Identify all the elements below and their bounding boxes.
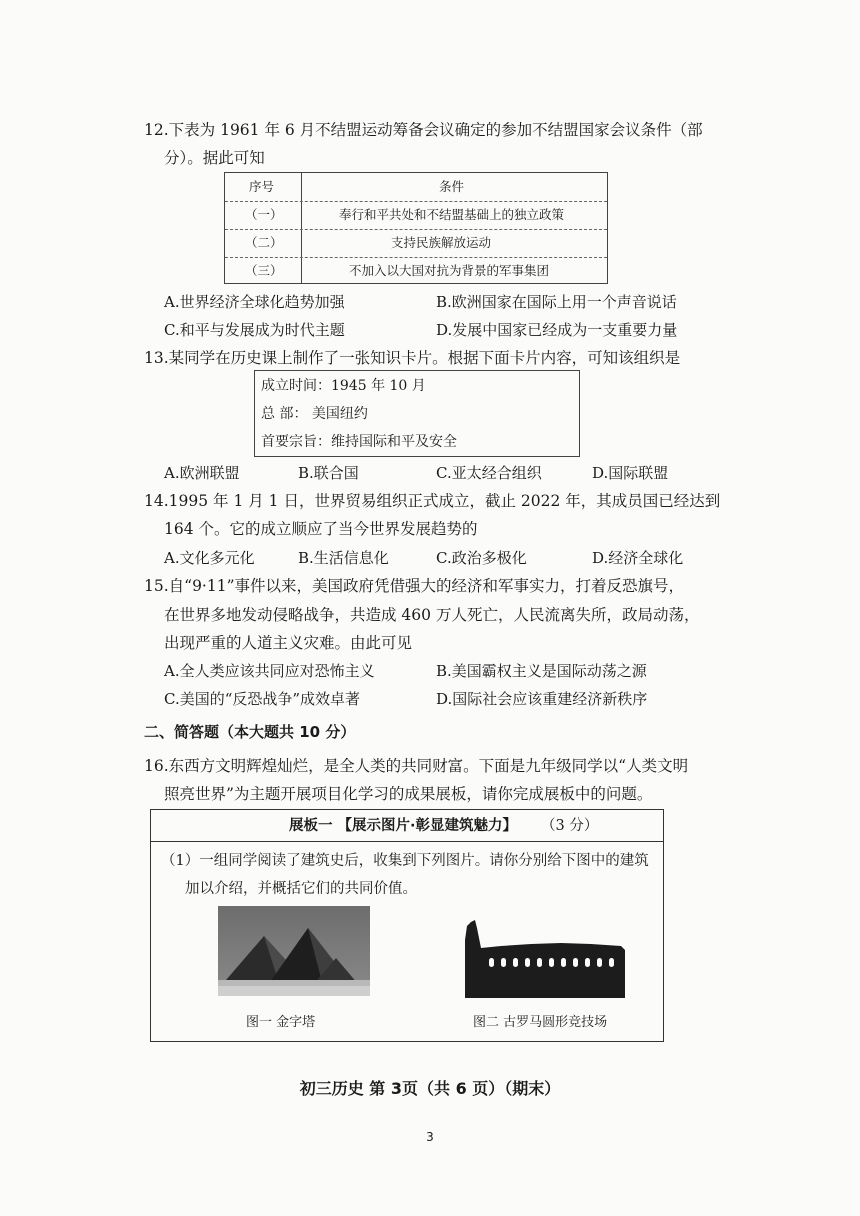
q15-option-a: A.全人类应该共同应对恐怖主义 [164,662,375,680]
card-line-purpose: 首要宗旨：维持国际和平及安全 [261,434,457,450]
display-board-one [150,809,664,1042]
colosseum-photo [461,918,629,998]
table-cell: （三） [245,263,283,278]
card-line-founded: 成立时间：1945 年 10 月 [261,378,426,394]
q14-stem-line2: 164 个。它的成立顺应了当今世界发展趋势的 [164,520,478,538]
board-question-1-line2: 加以介绍，并概括它们的共同价值。 [185,881,417,897]
q12-stem-line2: 分）。据此可知 [164,149,265,167]
card-line-headquarters: 总 部： 美国纽约 [261,406,368,422]
q12-option-d: D.发展中国家已经成为一支重要力量 [436,321,678,339]
q13-stem-line1: 13.某同学在历史课上制作了一张知识卡片。根据下面卡片内容，可知该组织是 [144,349,681,367]
q13-knowledge-card [254,370,580,457]
board-score: （3 分） [541,818,599,834]
table-header-index: 序号 [249,179,275,194]
q13-option-c: C.亚太经合组织 [436,464,542,482]
q13-option-d: D.国际联盟 [592,464,669,482]
table-cell: 支持民族解放运动 [391,235,492,250]
figure-2-caption: 图二 古罗马圆形竞技场 [473,1015,608,1030]
q12-option-b: B.欧洲国家在国际上用一个声音说话 [436,293,677,311]
board-title: 展板一 【展示图片·彰显建筑魅力】 [289,818,518,834]
q14-option-a: A.文化多元化 [164,549,255,567]
q16-stem-line1: 16.东西方文明辉煌灿烂，是全人类的共同财富。下面是九年级同学以“人类文明 [144,757,689,775]
q14-option-b: B.生活信息化 [298,549,389,567]
figure-1-caption: 图一 金字塔 [246,1015,316,1030]
q15-option-d: D.国际社会应该重建经济新秩序 [436,690,648,708]
q15-option-b: B.美国霸权主义是国际动荡之源 [436,662,647,680]
q14-option-c: C.政治多极化 [436,549,527,567]
table-cell: （一） [245,207,283,222]
q15-stem-line1: 15.自“9·11”事件以来，美国政府凭借强大的经济和军事实力，打着反恐旗号， [144,577,685,595]
table-cell: （二） [245,235,283,250]
q13-option-b: B.联合国 [298,464,359,482]
q12-option-a: A.世界经济全球化趋势加强 [164,293,345,311]
table-cell: 不加入以大国对抗为背景的军事集团 [349,263,550,278]
q12-stem-line1: 12.下表为 1961 年 6 月不结盟运动筹备会议确定的参加不结盟国家会议条件（部 [144,121,703,139]
q15-option-c: C.美国的“反恐战争”成效卓著 [164,690,361,708]
section-2-title: 二、简答题（本大题共 10 分） [144,723,356,741]
q12-table [224,172,608,284]
page-footer: 初三历史 第 3页（共 6 页）（期末） [299,1079,561,1098]
page-number: 3 [426,1130,434,1144]
table-header-condition: 条件 [439,179,465,194]
q14-option-d: D.经济全球化 [592,549,684,567]
q15-stem-line2: 在世界多地发动侵略战争，共造成 460 万人死亡，人民流离失所，政局动荡， [164,606,700,624]
table-cell: 奉行和平共处和不结盟基础上的独立政策 [339,207,565,222]
board-question-1-line1: （1）一组同学阅读了建筑史后，收集到下列图片。请你分别给下图中的建筑 [161,853,649,869]
q16-stem-line2: 照亮世界”为主题开展项目化学习的成果展板，请你完成展板中的问题。 [164,785,653,803]
q13-option-a: A.欧洲联盟 [164,464,240,482]
pyramids-photo [218,906,370,996]
q12-option-c: C.和平与发展成为时代主题 [164,321,345,339]
q15-stem-line3: 出现严重的人道主义灾难。由此可见 [164,634,413,652]
q14-stem-line1: 14.1995 年 1 月 1 日，世界贸易组织正式成立，截止 2022 年，其成员国已经达到 [144,492,721,510]
